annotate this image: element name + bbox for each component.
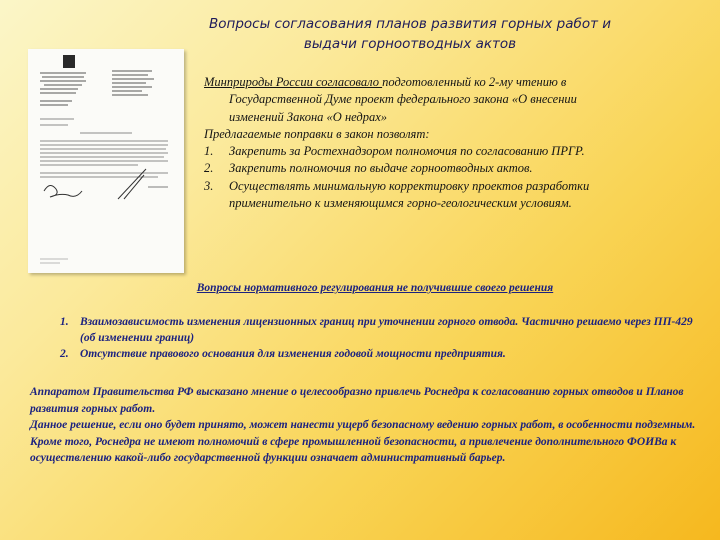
list-text-line-1: Осуществлять минимальную корректировку проектов разработки	[229, 178, 590, 193]
list-text	[229, 178, 694, 213]
list-number: 3.	[204, 178, 214, 193]
list-text: Отсутствие правового основания для изменения годовой мощности предприятия.	[80, 348, 506, 360]
list-text: Взаимозависимость изменения лицензионных границ при уточнении горного отвода. Частично решаемо через ПП-429 (об изменении границ)	[80, 316, 693, 344]
list-item	[204, 160, 694, 177]
title-line-1: Вопросы согласования планов развития горных работ и	[208, 16, 612, 32]
intro-line-1	[204, 74, 694, 91]
amendments-block	[204, 74, 694, 212]
unresolved-issues-heading: Вопросы нормативного регулирования не получившие своего решения	[196, 282, 554, 294]
unresolved-issues-list	[60, 314, 700, 362]
list-number: 2.	[204, 161, 214, 176]
scanned-letter-image	[28, 49, 184, 273]
list-item	[60, 346, 700, 362]
opinion-paragraph: Аппаратом Правительства РФ высказано мнение о целесообразно привлечь Роснедра к согласованию горных отводов и Планов развития горных работ.	[30, 386, 684, 415]
list-text-line-2: применительно к изменяющимся горно-геологическим условиям.	[229, 196, 572, 211]
amendments-lead: Предлагаемые поправки в закон позволят:	[204, 126, 430, 141]
list-item	[60, 314, 700, 346]
intro-underlined: Минприроды России согласовало	[204, 75, 383, 89]
intro-line-3: изменений Закона «О недрах»	[229, 109, 388, 124]
government-opinion-block	[30, 384, 698, 467]
list-number: 1.	[204, 144, 214, 159]
intro-rest: подготовленный ко 2-му чтению в	[382, 75, 567, 89]
consequence-paragraph: Данное решение, если оно будет принято, может нанести ущерб безопасному ведению горных работ, в особенности подземным. Кроме того, Роснедра не имеют полномочий в сфере промышленной безопасности, а привлечение дополнительного ФОИВа к осуществлению какой-либо государственной функции означает административный барьер.	[30, 419, 696, 464]
list-text: Закрепить полномочия по выдаче горноотводных актов.	[229, 161, 533, 176]
intro-line-2: Государственной Думе проект федерального закона «О внесении	[229, 92, 577, 107]
list-item	[204, 143, 694, 160]
letter-illustration	[28, 49, 184, 273]
list-text: Закрепить за Ростехнадзором полномочия по согласованию ПРГР.	[229, 144, 585, 159]
list-number: 2.	[60, 348, 69, 360]
list-item	[204, 178, 694, 213]
title-line-2: выдачи горноотводных актов	[303, 36, 517, 52]
list-number: 1.	[60, 316, 69, 328]
page-title	[150, 14, 670, 54]
emblem-icon	[63, 55, 75, 68]
